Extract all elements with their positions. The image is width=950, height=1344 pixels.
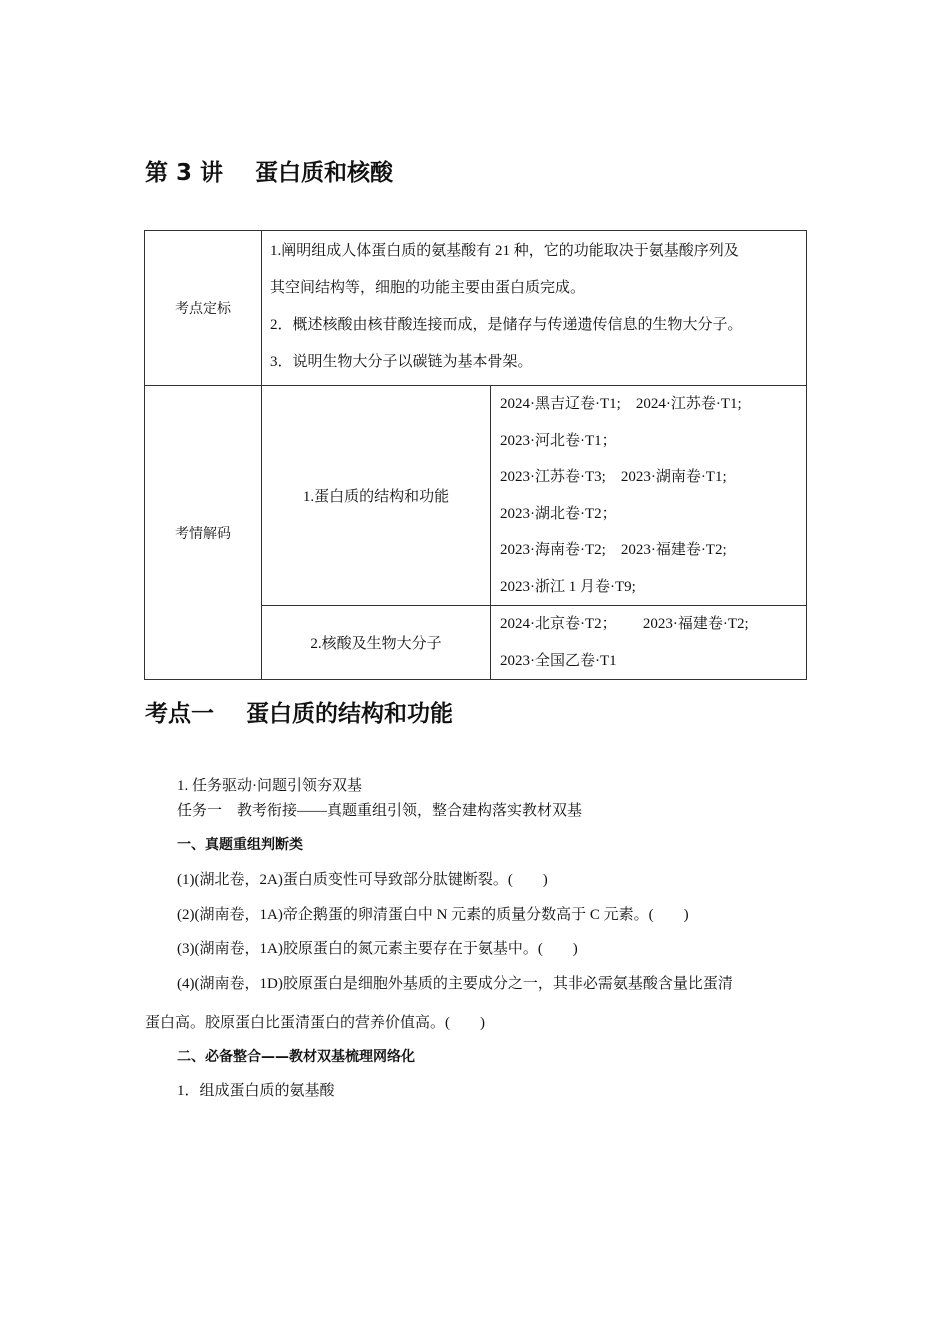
reference-line: 2023·海南卷·T2; 2023·福建卷·T2;	[500, 542, 727, 558]
question-item: (1)(湖北卷，2A)蛋白质变性可导致部分肽键断裂。( )	[177, 872, 548, 888]
reference-line: 2024·北京卷·T2； 2023·福建卷·T2;	[500, 616, 749, 632]
goal-line: 2．概述核酸由核苷酸连接而成，是储存与传递遗传信息的生物大分子。	[270, 317, 743, 333]
task-heading: 1. 任务驱动·问题引领夯双基	[177, 778, 362, 794]
question-item: (4)(湖南卷，1D)胶原蛋白是细胞外基质的主要成分之一，其非必需氨基酸含量比蛋清	[177, 976, 733, 992]
lecture-title: 第 3 讲 蛋白质和核酸	[145, 160, 394, 186]
reference-line: 2024·黑吉辽卷·T1; 2024·江苏卷·T1;	[500, 396, 742, 412]
question-item: 蛋白高。胶原蛋白比蛋清蛋白的营养价值高。( )	[145, 1015, 485, 1031]
goal-line: 1.阐明组成人体蛋白质的氨基酸有 21 种，它的功能取决于氨基酸序列及	[270, 243, 739, 259]
row-label-goals: 考点定标	[145, 231, 262, 386]
reference-line: 2023·全国乙卷·T1	[500, 652, 617, 669]
question-item: (3)(湖南卷，1A)胶原蛋白的氮元素主要存在于氨基中。( )	[177, 941, 578, 957]
section-title: 考点一 蛋白质的结构和功能	[145, 701, 454, 727]
reference-line: 2023·河北卷·T1；	[500, 432, 617, 449]
goal-line: 3．说明生物大分子以碳链为基本骨架。	[270, 354, 533, 370]
question-item: (2)(湖南卷，1A)帝企鹅蛋的卵清蛋白中 N 元素的质量分数高于 C 元素。( )	[177, 907, 689, 923]
row-label-analysis: 考情解码	[145, 386, 262, 680]
body-content	[145, 0, 807, 1344]
topic-name: 2.核酸及生物大分子	[262, 606, 491, 680]
part-one-heading: 一、真题重组判断类	[177, 837, 303, 853]
reference-line: 2023·浙江 1 月卷·T9;	[500, 578, 636, 595]
reference-line: 2023·湖北卷·T2；	[500, 505, 617, 522]
list-item: 1．组成蛋白质的氨基酸	[177, 1083, 335, 1099]
topic-name: 1.蛋白质的结构和功能	[262, 386, 491, 606]
reference-line: 2023·江苏卷·T3; 2023·湖南卷·T1;	[500, 469, 727, 485]
goal-line: 其空间结构等，细胞的功能主要由蛋白质完成。	[270, 280, 586, 296]
part-two-heading: 二、必备整合——教材双基梳理网络化	[177, 1049, 415, 1065]
task-one: 任务一 教考衔接——真题重组引领，整合建构落实教材双基	[177, 803, 583, 819]
